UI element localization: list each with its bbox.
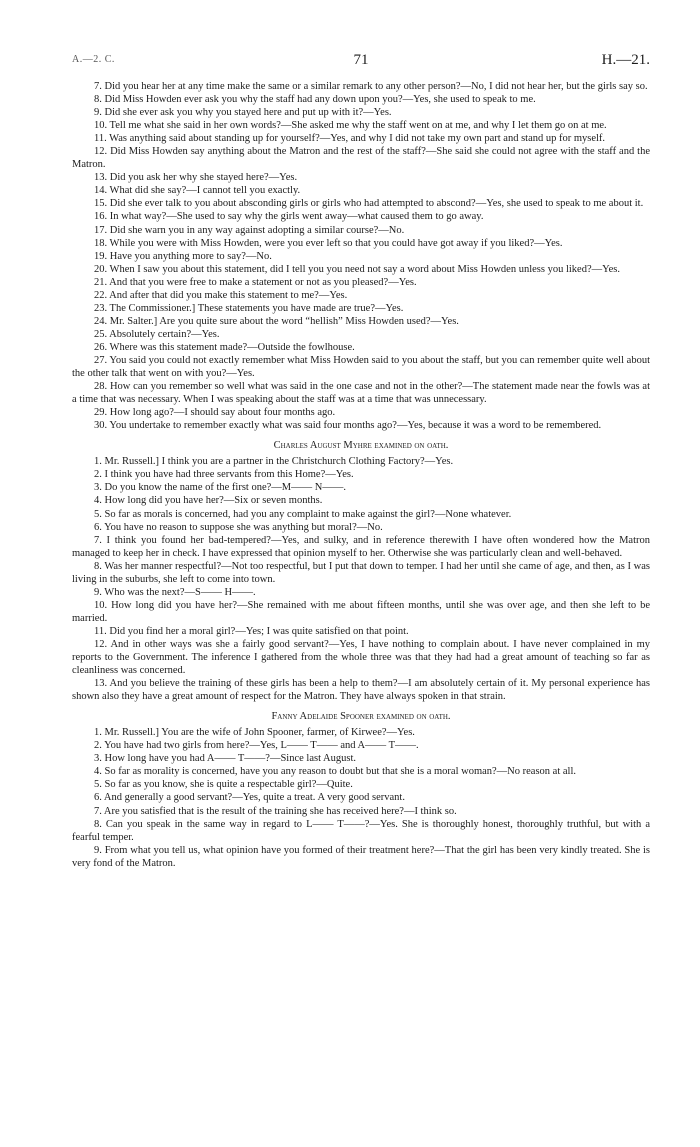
qa-paragraph: 13. And you believe the training of these girls has been a help to them?—I am absolutely certain of it. My personal experience has shown also they have a great amount of respect for the Matron. They have always spoken in that strain. (72, 678, 650, 703)
document-reference: H.—21. (601, 52, 650, 68)
document-body (72, 80, 650, 870)
qa-paragraph: 5. So far as you know, she is quite a respectable girl?—Quite. (94, 779, 353, 791)
qa-paragraph: 12. Did Miss Howden say anything about the Matron and the rest of the staff?—She said she could not agree with the staff and the Matron. (72, 146, 650, 171)
qa-paragraph: 11. Did you find her a moral girl?—Yes; I was quite satisfied on that point. (94, 625, 409, 637)
qa-paragraph: 13. Did you ask her why she stayed here?—Yes. (94, 172, 298, 184)
qa-paragraph: 28. How can you remember so well what was said in the one case and not in the other?—The statement made near the fowls was at a time that was necessary. When I was speaking about the staff was at a time that was unnecessary. (72, 381, 650, 406)
qa-paragraph: 9. Who was the next?—S—— H——. (94, 586, 256, 598)
qa-paragraph: 1. Mr. Russell.] You are the wife of John Spooner, farmer, of Kirwee?—Yes. (94, 727, 415, 739)
qa-paragraph: 10. Tell me what she said in her own words?—She asked me why the staff went on at me, and why I let them go on at me. (94, 120, 607, 132)
qa-paragraph: 21. And that you were free to make a statement or not as you pleased?—Yes. (94, 276, 417, 288)
witness-heading-myhre: Charles August Myhre examined on oath. (273, 440, 449, 452)
qa-paragraph: 5. So far as morals is concerned, had you any complaint to make against the girl?—None whatever. (94, 508, 512, 520)
qa-paragraph: 6. You have no reason to suppose she was anything but moral?—No. (94, 521, 383, 533)
qa-paragraph: 1. Mr. Russell.] I think you are a partner in the Christchurch Clothing Factory?—Yes. (94, 456, 454, 468)
section-1 (72, 80, 650, 432)
qa-paragraph: 23. The Commissioner.] These statements you have made are true?—Yes. (94, 302, 404, 314)
qa-paragraph: 2. You have had two girls from here?—Yes, L—— T—— and A—— T——. (94, 740, 419, 752)
qa-paragraph: 26. Where was this statement made?—Outside the fowlhouse. (94, 341, 355, 353)
qa-paragraph: 9. From what you tell us, what opinion have you formed of their treatment here?—That the girl has been very kindly treated. She is very fond of the Matron. (72, 844, 650, 869)
qa-paragraph: 8. Did Miss Howden ever ask you why the staff had any down upon you?—Yes, she used to speak to me. (94, 94, 536, 106)
qa-paragraph: 4. So far as morality is concerned, have you any reason to doubt but that she is a moral woman?—No reason at all. (94, 766, 576, 778)
section-2 (72, 455, 650, 703)
qa-paragraph: 19. Have you anything more to say?—No. (94, 250, 272, 262)
qa-paragraph: 2. I think you have had three servants from this Home?—Yes. (94, 469, 354, 481)
qa-paragraph: 7. Are you satisfied that is the result of the training she has received here?—I think so. (94, 805, 457, 817)
witness-heading-spooner: Fanny Adelaide Spooner examined on oath. (271, 711, 451, 723)
qa-paragraph: 14. What did she say?—I cannot tell you exactly. (94, 185, 301, 197)
qa-paragraph: 7. I think you found her bad-tempered?—Yes, and sulky, and in reference therewith I have often wondered how the Matron managed to keep her in check. I have expressed that opinion myself to her. Otherwise she was particularly clean and well-behaved. (72, 534, 650, 559)
qa-paragraph: 15. Did she ever talk to you about absconding girls or girls who had attempted to abscond?—Yes, she used to speak to me about it. (94, 198, 644, 210)
page-number: 71 (353, 52, 369, 68)
qa-paragraph: 12. And in other ways was she a fairly good servant?—Yes, I have nothing to complain about. I have never complained in my reports to the Government. The inference I gathered from the whole three was that they had had a great amount of teaching so far as cleanliness was concerned. (72, 638, 650, 677)
qa-paragraph: 25. Absolutely certain?—Yes. (94, 328, 220, 340)
qa-paragraph: 7. Did you hear her at any time make the same or a similar remark to any other person?—No, I did not hear her, but the girls say so. (94, 81, 648, 92)
qa-paragraph: 29. How long ago?—I should say about four months ago. (94, 407, 336, 419)
qa-paragraph: 3. How long have you had A—— T——?—Since last August. (94, 753, 356, 765)
page-header (72, 52, 650, 72)
qa-paragraph: 3. Do you know the name of the first one?—M—— N——. (94, 482, 346, 494)
qa-paragraph: 16. In what way?—She used to say why the girls went away—what caused them to go away. (94, 211, 484, 223)
qa-paragraph: 30. You undertake to remember exactly what was said four months ago?—Yes, because it was a word to be remembered. (94, 420, 602, 432)
qa-paragraph: 6. And generally a good servant?—Yes, quite a treat. A very good servant. (94, 792, 405, 804)
qa-paragraph: 11. Was anything said about standing up for yourself?—Yes, and why I did not take my own part and stand up for myself. (94, 133, 606, 145)
qa-paragraph: 8. Can you speak in the same way in regard to L—— T——?—Yes. She is thoroughly honest, thoroughly truthful, but with a fearful temper. (72, 818, 650, 843)
qa-paragraph: 17. Did she warn you in any way against adopting a similar course?—No. (94, 224, 405, 236)
qa-paragraph: 8. Was her manner respectful?—Not too respectful, but I put that down to temper. I had her until she came of age, and then, as I was living in the suburbs, she left to come into town. (72, 560, 650, 585)
qa-paragraph: 10. How long did you have her?—She remained with me about fifteen months, until she was over age, and then she left to be married. (72, 599, 650, 624)
qa-paragraph: 20. When I saw you about this statement, did I tell you you need not say a word about Miss Howden unless you liked?—Yes. (94, 263, 621, 275)
qa-paragraph: 18. While you were with Miss Howden, were you ever left so that you could have got away if you liked?—Yes. (94, 237, 563, 249)
qa-paragraph: 9. Did she ever ask you why you stayed here and put up with it?—Yes. (94, 107, 392, 119)
qa-paragraph: 4. How long did you have her?—Six or seven months. (94, 495, 323, 507)
header-left-ref: A.—2. C. (72, 54, 115, 65)
section-3 (72, 726, 650, 870)
qa-paragraph: 24. Mr. Salter.] Are you quite sure about the word “hellish” Miss Howden used?—Yes. (94, 315, 459, 327)
qa-paragraph: 22. And after that did you make this statement to me?—Yes. (94, 289, 348, 301)
qa-paragraph: 27. You said you could not exactly remember what Miss Howden said to you about the staff, but you can remember quite well about the other talk that went on with you?—Yes. (72, 354, 650, 380)
